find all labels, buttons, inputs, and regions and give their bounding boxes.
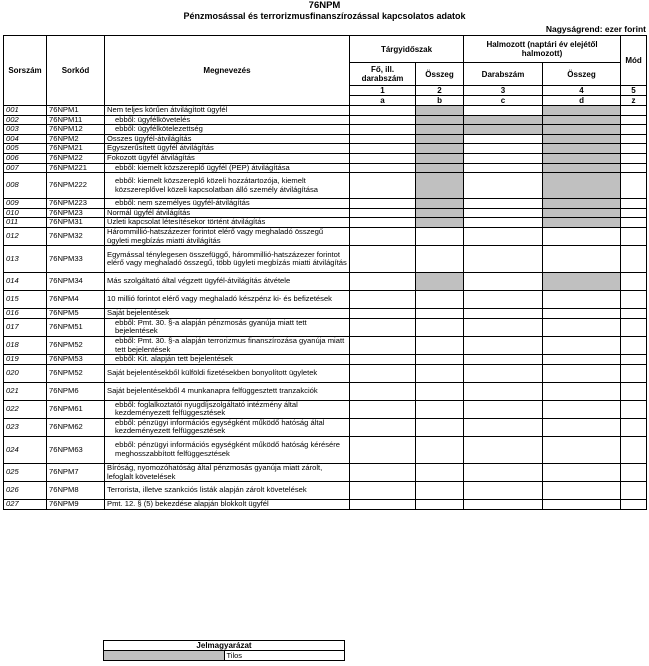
row-name: ebből: kiemelt közszereplő ügyfél (PEP) átvilágítása bbox=[105, 163, 350, 173]
cell-darabszam[interactable] bbox=[464, 106, 543, 116]
column-number: 4 bbox=[543, 86, 621, 96]
table-body bbox=[4, 106, 647, 510]
row-name: 10 millió forintot elérő vagy meghaladó készpénz ki- és befizetések bbox=[105, 291, 350, 309]
column-letter: b bbox=[416, 96, 464, 106]
column-number: 3 bbox=[464, 86, 543, 96]
cell-fo-darabszam[interactable] bbox=[350, 199, 416, 209]
row-code: 76NPM4 bbox=[47, 291, 105, 309]
table-row bbox=[4, 173, 647, 199]
column-number: 5 bbox=[621, 86, 647, 96]
cell-darabszam[interactable] bbox=[464, 464, 543, 482]
cell-osszeg-halmozott[interactable] bbox=[543, 355, 621, 365]
cell-mod[interactable] bbox=[621, 134, 647, 144]
row-name: ebből: pénzügyi információs egységként működő hatóság kérésére meghosszabbított felfüggesztések bbox=[105, 437, 350, 464]
cell-darabszam[interactable] bbox=[464, 246, 543, 273]
cell-mod[interactable] bbox=[621, 464, 647, 482]
cell-fo-darabszam[interactable] bbox=[350, 208, 416, 218]
table-row bbox=[4, 246, 647, 273]
cell-darabszam[interactable] bbox=[464, 500, 543, 510]
cell-osszeg-halmozott bbox=[543, 208, 621, 218]
cell-fo-darabszam[interactable] bbox=[350, 364, 416, 382]
table-row bbox=[4, 336, 647, 354]
cell-osszeg-targy bbox=[416, 173, 464, 199]
cell-osszeg-halmozott bbox=[543, 173, 621, 199]
legend bbox=[103, 640, 345, 661]
row-number: 015 bbox=[4, 291, 47, 309]
cell-osszeg-targy[interactable] bbox=[416, 246, 464, 273]
cell-darabszam[interactable] bbox=[464, 482, 543, 500]
row-code: 76NPM1 bbox=[47, 106, 105, 116]
form-code-title: 76NPM bbox=[308, 0, 341, 11]
cell-darabszam[interactable] bbox=[464, 400, 543, 418]
row-number: 003 bbox=[4, 125, 47, 135]
cell-mod[interactable] bbox=[621, 273, 647, 291]
row-number: 007 bbox=[4, 163, 47, 173]
row-number: 016 bbox=[4, 309, 47, 319]
cell-osszeg-targy[interactable] bbox=[416, 364, 464, 382]
cell-mod[interactable] bbox=[621, 199, 647, 209]
cell-mod[interactable] bbox=[621, 227, 647, 245]
cell-osszeg-halmozott bbox=[543, 273, 621, 291]
row-name: Saját bejelentések bbox=[105, 309, 350, 319]
cell-osszeg-halmozott bbox=[543, 125, 621, 135]
row-code: 76NPM223 bbox=[47, 199, 105, 209]
row-code: 76NPM11 bbox=[47, 115, 105, 125]
cell-fo-darabszam[interactable] bbox=[350, 144, 416, 154]
table-row bbox=[4, 464, 647, 482]
row-number: 022 bbox=[4, 400, 47, 418]
row-number: 023 bbox=[4, 418, 47, 436]
cell-osszeg-halmozott[interactable] bbox=[543, 500, 621, 510]
cell-osszeg-targy[interactable] bbox=[416, 382, 464, 400]
table-row bbox=[4, 355, 647, 365]
column-letter: d bbox=[543, 96, 621, 106]
column-number: 1 bbox=[350, 86, 416, 96]
row-name: ebből: ügyfélkövetelés bbox=[105, 115, 350, 125]
row-number: 021 bbox=[4, 382, 47, 400]
table-row bbox=[4, 163, 647, 173]
column-number: 2 bbox=[416, 86, 464, 96]
cell-darabszam[interactable] bbox=[464, 364, 543, 382]
cell-osszeg-halmozott bbox=[543, 115, 621, 125]
cell-osszeg-targy bbox=[416, 125, 464, 135]
cell-osszeg-targy[interactable] bbox=[416, 355, 464, 365]
cell-fo-darabszam[interactable] bbox=[350, 309, 416, 319]
cell-darabszam[interactable] bbox=[464, 309, 543, 319]
cell-fo-darabszam[interactable] bbox=[350, 437, 416, 464]
cell-fo-darabszam[interactable] bbox=[350, 106, 416, 116]
table-row bbox=[4, 291, 647, 309]
cell-darabszam[interactable] bbox=[464, 355, 543, 365]
column-letter: a bbox=[350, 96, 416, 106]
cell-osszeg-targy[interactable] bbox=[416, 291, 464, 309]
cell-osszeg-targy[interactable] bbox=[416, 227, 464, 245]
cell-osszeg-halmozott[interactable] bbox=[543, 418, 621, 436]
cell-mod[interactable] bbox=[621, 153, 647, 163]
table-row bbox=[4, 199, 647, 209]
row-name: ebből: ügyfélkötelezettség bbox=[105, 125, 350, 135]
column-letter: c bbox=[464, 96, 543, 106]
cell-darabszam[interactable] bbox=[464, 153, 543, 163]
header-targyidoszak: Tárgyidőszak bbox=[350, 36, 464, 63]
cell-fo-darabszam[interactable] bbox=[350, 500, 416, 510]
cell-osszeg-targy bbox=[416, 273, 464, 291]
row-name: Terrorista, illetve szankciós listák alapján zárolt követelések bbox=[105, 482, 350, 500]
data-table bbox=[3, 35, 647, 510]
cell-mod[interactable] bbox=[621, 246, 647, 273]
row-name: Bíróság, nyomozóhatóság által pénzmosás gyanúja miatt zárolt, lefoglalt követelések bbox=[105, 464, 350, 482]
cell-darabszam[interactable] bbox=[464, 336, 543, 354]
row-code: 76NPM52 bbox=[47, 364, 105, 382]
row-number: 012 bbox=[4, 227, 47, 245]
row-number: 018 bbox=[4, 336, 47, 354]
row-name: ebből: pénzügyi információs egységként működő hatóság által kezdeményezett felfüggesztések bbox=[105, 418, 350, 436]
table-row bbox=[4, 364, 647, 382]
row-number: 011 bbox=[4, 218, 47, 228]
cell-darabszam[interactable] bbox=[464, 134, 543, 144]
form-subtitle: Pénzmosással és terrorizmusfinanszírozással kapcsolatos adatok bbox=[183, 11, 466, 21]
legend-grey-swatch bbox=[104, 651, 225, 661]
cell-mod[interactable] bbox=[621, 418, 647, 436]
row-name: Normál ügyfél átvilágítás bbox=[105, 208, 350, 218]
cell-darabszam[interactable] bbox=[464, 382, 543, 400]
cell-darabszam[interactable] bbox=[464, 418, 543, 436]
cell-fo-darabszam[interactable] bbox=[350, 355, 416, 365]
row-name: Saját bejelentésekből 4 munkanapra felfüggesztett tranzakciók bbox=[105, 382, 350, 400]
cell-darabszam[interactable] bbox=[464, 208, 543, 218]
header-sorszam: Sorszám bbox=[4, 36, 47, 106]
row-number: 027 bbox=[4, 500, 47, 510]
cell-osszeg-halmozott bbox=[543, 144, 621, 154]
row-number: 025 bbox=[4, 464, 47, 482]
cell-osszeg-targy[interactable] bbox=[416, 400, 464, 418]
cell-darabszam[interactable] bbox=[464, 173, 543, 199]
row-code: 76NPM61 bbox=[47, 400, 105, 418]
cell-fo-darabszam[interactable] bbox=[350, 336, 416, 354]
cell-fo-darabszam[interactable] bbox=[350, 382, 416, 400]
table-row bbox=[4, 134, 647, 144]
row-code: 76NPM22 bbox=[47, 153, 105, 163]
cell-fo-darabszam[interactable] bbox=[350, 482, 416, 500]
row-number: 001 bbox=[4, 106, 47, 116]
cell-fo-darabszam[interactable] bbox=[350, 153, 416, 163]
cell-osszeg-halmozott bbox=[543, 218, 621, 228]
legend-title: Jelmagyarázat bbox=[104, 641, 345, 651]
header-mod: Mód bbox=[621, 36, 647, 86]
cell-osszeg-halmozott[interactable] bbox=[543, 482, 621, 500]
row-code: 76NPM63 bbox=[47, 437, 105, 464]
row-code: 76NPM53 bbox=[47, 355, 105, 365]
table-row bbox=[4, 309, 647, 319]
row-code: 76NPM21 bbox=[47, 144, 105, 154]
row-number: 009 bbox=[4, 199, 47, 209]
cell-fo-darabszam[interactable] bbox=[350, 227, 416, 245]
row-name: ebből: Pmt. 30. §-a alapján pénzmosás gyanúja miatt tett bejelentések bbox=[105, 318, 350, 336]
row-code: 76NPM221 bbox=[47, 163, 105, 173]
cell-osszeg-halmozott bbox=[543, 163, 621, 173]
header-darabszam: Darabszám bbox=[464, 63, 543, 86]
row-number: 006 bbox=[4, 153, 47, 163]
cell-osszeg-halmozott bbox=[543, 199, 621, 209]
table-row bbox=[4, 227, 647, 245]
header-halmozott: Halmozott (naptári év elejétől halmozott) bbox=[464, 36, 621, 63]
cell-osszeg-targy bbox=[416, 163, 464, 173]
cell-fo-darabszam[interactable] bbox=[350, 400, 416, 418]
cell-osszeg-halmozott[interactable] bbox=[543, 437, 621, 464]
table-row bbox=[4, 437, 647, 464]
row-name: Nem teljes körűen átvilágított ügyfél bbox=[105, 106, 350, 116]
row-name: ebből: foglalkoztatói nyugdíjszolgáltató intézmény által kezdeményezett felfüggesztések bbox=[105, 400, 350, 418]
cell-osszeg-targy[interactable] bbox=[416, 500, 464, 510]
cell-darabszam[interactable] bbox=[464, 318, 543, 336]
cell-mod[interactable] bbox=[621, 291, 647, 309]
row-code: 76NPM32 bbox=[47, 227, 105, 245]
table-row bbox=[4, 144, 647, 154]
cell-fo-darabszam[interactable] bbox=[350, 173, 416, 199]
cell-fo-darabszam[interactable] bbox=[350, 115, 416, 125]
cell-osszeg-halmozott bbox=[543, 106, 621, 116]
cell-osszeg-halmozott[interactable] bbox=[543, 364, 621, 382]
row-number: 026 bbox=[4, 482, 47, 500]
row-number: 002 bbox=[4, 115, 47, 125]
cell-osszeg-targy[interactable] bbox=[416, 482, 464, 500]
table-row bbox=[4, 125, 647, 135]
cell-osszeg-targy[interactable] bbox=[416, 336, 464, 354]
cell-osszeg-halmozott[interactable] bbox=[543, 246, 621, 273]
row-code: 76NPM52 bbox=[47, 336, 105, 354]
cell-osszeg-targy bbox=[416, 153, 464, 163]
cell-mod[interactable] bbox=[621, 318, 647, 336]
row-code: 76NPM12 bbox=[47, 125, 105, 135]
row-number: 014 bbox=[4, 273, 47, 291]
row-code: 76NPM2 bbox=[47, 134, 105, 144]
table-row bbox=[4, 400, 647, 418]
row-name: Üzleti kapcsolat létesítésekor történt átvilágítás bbox=[105, 218, 350, 228]
row-name: ebből: Pmt. 30. §-a alapján terrorizmus finanszírozása gyanúja miatt tett bejelentések bbox=[105, 336, 350, 354]
row-number: 010 bbox=[4, 208, 47, 218]
table-row bbox=[4, 382, 647, 400]
row-number: 017 bbox=[4, 318, 47, 336]
cell-osszeg-halmozott[interactable] bbox=[543, 309, 621, 319]
row-code: 76NPM62 bbox=[47, 418, 105, 436]
row-name: Egymással ténylegesen összefüggő, hárommillió-hatszázezer forintot elérő vagy meghaladó összegű, több ügyleti megbízás miatti átvilágítás bbox=[105, 246, 350, 273]
cell-osszeg-targy bbox=[416, 144, 464, 154]
row-number: 024 bbox=[4, 437, 47, 464]
cell-osszeg-targy[interactable] bbox=[416, 318, 464, 336]
table-row bbox=[4, 106, 647, 116]
row-number: 005 bbox=[4, 144, 47, 154]
row-code: 76NPM51 bbox=[47, 318, 105, 336]
cell-mod[interactable] bbox=[621, 309, 647, 319]
row-code: 76NPM6 bbox=[47, 382, 105, 400]
cell-osszeg-halmozott[interactable] bbox=[543, 227, 621, 245]
row-code: 76NPM5 bbox=[47, 309, 105, 319]
cell-osszeg-targy[interactable] bbox=[416, 464, 464, 482]
cell-mod[interactable] bbox=[621, 437, 647, 464]
cell-mod[interactable] bbox=[621, 173, 647, 199]
row-name: Összes ügyfél-átvilágítás bbox=[105, 134, 350, 144]
legend-item-label: Tilos bbox=[224, 651, 345, 661]
row-name: Pmt. 12. § (5) bekezdése alapján blokkolt ügyfél bbox=[105, 500, 350, 510]
cell-osszeg-targy bbox=[416, 208, 464, 218]
cell-osszeg-halmozott[interactable] bbox=[543, 291, 621, 309]
cell-darabszam[interactable] bbox=[464, 227, 543, 245]
cell-mod[interactable] bbox=[621, 482, 647, 500]
header-osszeg-halmozott: Összeg bbox=[543, 63, 621, 86]
cell-darabszam[interactable] bbox=[464, 218, 543, 228]
table-row bbox=[4, 208, 647, 218]
row-code: 76NPM9 bbox=[47, 500, 105, 510]
cell-osszeg-halmozott[interactable] bbox=[543, 400, 621, 418]
cell-mod[interactable] bbox=[621, 400, 647, 418]
cell-osszeg-targy[interactable] bbox=[416, 437, 464, 464]
row-code: 76NPM33 bbox=[47, 246, 105, 273]
table-row bbox=[4, 482, 647, 500]
cell-osszeg-targy bbox=[416, 115, 464, 125]
header-fo-darabszam: Fő, ill. darabszám bbox=[350, 63, 416, 86]
header-sorkod: Sorkód bbox=[47, 36, 105, 106]
cell-fo-darabszam[interactable] bbox=[350, 318, 416, 336]
cell-mod[interactable] bbox=[621, 382, 647, 400]
cell-osszeg-halmozott[interactable] bbox=[543, 318, 621, 336]
row-name: ebből: Kit. alapján tett bejelentések bbox=[105, 355, 350, 365]
cell-fo-darabszam[interactable] bbox=[350, 273, 416, 291]
cell-mod[interactable] bbox=[621, 364, 647, 382]
cell-osszeg-targy bbox=[416, 218, 464, 228]
row-code: 76NPM31 bbox=[47, 218, 105, 228]
cell-osszeg-targy bbox=[416, 134, 464, 144]
cell-mod[interactable] bbox=[621, 144, 647, 154]
cell-darabszam[interactable] bbox=[464, 199, 543, 209]
cell-mod[interactable] bbox=[621, 106, 647, 116]
cell-mod[interactable] bbox=[621, 115, 647, 125]
cell-mod[interactable] bbox=[621, 218, 647, 228]
cell-mod[interactable] bbox=[621, 125, 647, 135]
cell-mod[interactable] bbox=[621, 336, 647, 354]
row-code: 76NPM7 bbox=[47, 464, 105, 482]
cell-darabszam[interactable] bbox=[464, 291, 543, 309]
cell-fo-darabszam[interactable] bbox=[350, 163, 416, 173]
cell-osszeg-halmozott bbox=[543, 153, 621, 163]
cell-fo-darabszam[interactable] bbox=[350, 291, 416, 309]
cell-darabszam[interactable] bbox=[464, 144, 543, 154]
table-row bbox=[4, 273, 647, 291]
row-number: 008 bbox=[4, 173, 47, 199]
cell-fo-darabszam[interactable] bbox=[350, 464, 416, 482]
row-name: ebből: nem személyes ügyfél-átvilágítás bbox=[105, 199, 350, 209]
cell-osszeg-targy bbox=[416, 106, 464, 116]
row-number: 020 bbox=[4, 364, 47, 382]
table-row bbox=[4, 318, 647, 336]
table-row bbox=[4, 218, 647, 228]
cell-darabszam[interactable] bbox=[464, 163, 543, 173]
table-row bbox=[4, 115, 647, 125]
cell-osszeg-targy[interactable] bbox=[416, 309, 464, 319]
row-number: 013 bbox=[4, 246, 47, 273]
cell-darabszam bbox=[464, 115, 543, 125]
cell-osszeg-halmozott[interactable] bbox=[543, 382, 621, 400]
table-row bbox=[4, 153, 647, 163]
cell-osszeg-halmozott[interactable] bbox=[543, 464, 621, 482]
row-name: Egyszerűsített ügyfél átvilágítás bbox=[105, 144, 350, 154]
header-megnevezes: Megnevezés bbox=[105, 36, 350, 106]
cell-mod[interactable] bbox=[621, 500, 647, 510]
cell-mod[interactable] bbox=[621, 163, 647, 173]
row-name: ebből: kiemelt közszereplő közeli hozzátartozója, kiemelt közszereplővel közeli kapcsolatban álló személy átvilágítása bbox=[105, 173, 350, 199]
header-osszeg-targy: Összeg bbox=[416, 63, 464, 86]
cell-osszeg-halmozott[interactable] bbox=[543, 336, 621, 354]
cell-mod[interactable] bbox=[621, 355, 647, 365]
unit-label: Nagyságrend: ezer forint bbox=[545, 24, 646, 34]
cell-osszeg-targy[interactable] bbox=[416, 418, 464, 436]
row-name: Saját bejelentésekből külföldi fizetésekben bonyolított ügyletek bbox=[105, 364, 350, 382]
row-code: 76NPM8 bbox=[47, 482, 105, 500]
cell-fo-darabszam[interactable] bbox=[350, 218, 416, 228]
cell-fo-darabszam[interactable] bbox=[350, 134, 416, 144]
table-row bbox=[4, 500, 647, 510]
table-row bbox=[4, 418, 647, 436]
column-letter: z bbox=[621, 96, 647, 106]
cell-darabszam[interactable] bbox=[464, 437, 543, 464]
row-code: 76NPM34 bbox=[47, 273, 105, 291]
row-number: 019 bbox=[4, 355, 47, 365]
row-name: Fokozott ügyfél átvilágítás bbox=[105, 153, 350, 163]
row-code: 76NPM23 bbox=[47, 208, 105, 218]
row-name: Hárommillió-hatszázezer forintot elérő vagy meghaladó összegű ügyleti megbízás miatti átvilágítás bbox=[105, 227, 350, 245]
cell-osszeg-targy bbox=[416, 199, 464, 209]
cell-fo-darabszam[interactable] bbox=[350, 418, 416, 436]
row-code: 76NPM222 bbox=[47, 173, 105, 199]
cell-darabszam bbox=[464, 125, 543, 135]
cell-fo-darabszam[interactable] bbox=[350, 125, 416, 135]
row-name: Más szolgáltató által végzett ügyfél-átvilágítás átvétele bbox=[105, 273, 350, 291]
cell-mod[interactable] bbox=[621, 208, 647, 218]
cell-darabszam[interactable] bbox=[464, 273, 543, 291]
row-number: 004 bbox=[4, 134, 47, 144]
cell-osszeg-halmozott bbox=[543, 134, 621, 144]
cell-fo-darabszam[interactable] bbox=[350, 246, 416, 273]
